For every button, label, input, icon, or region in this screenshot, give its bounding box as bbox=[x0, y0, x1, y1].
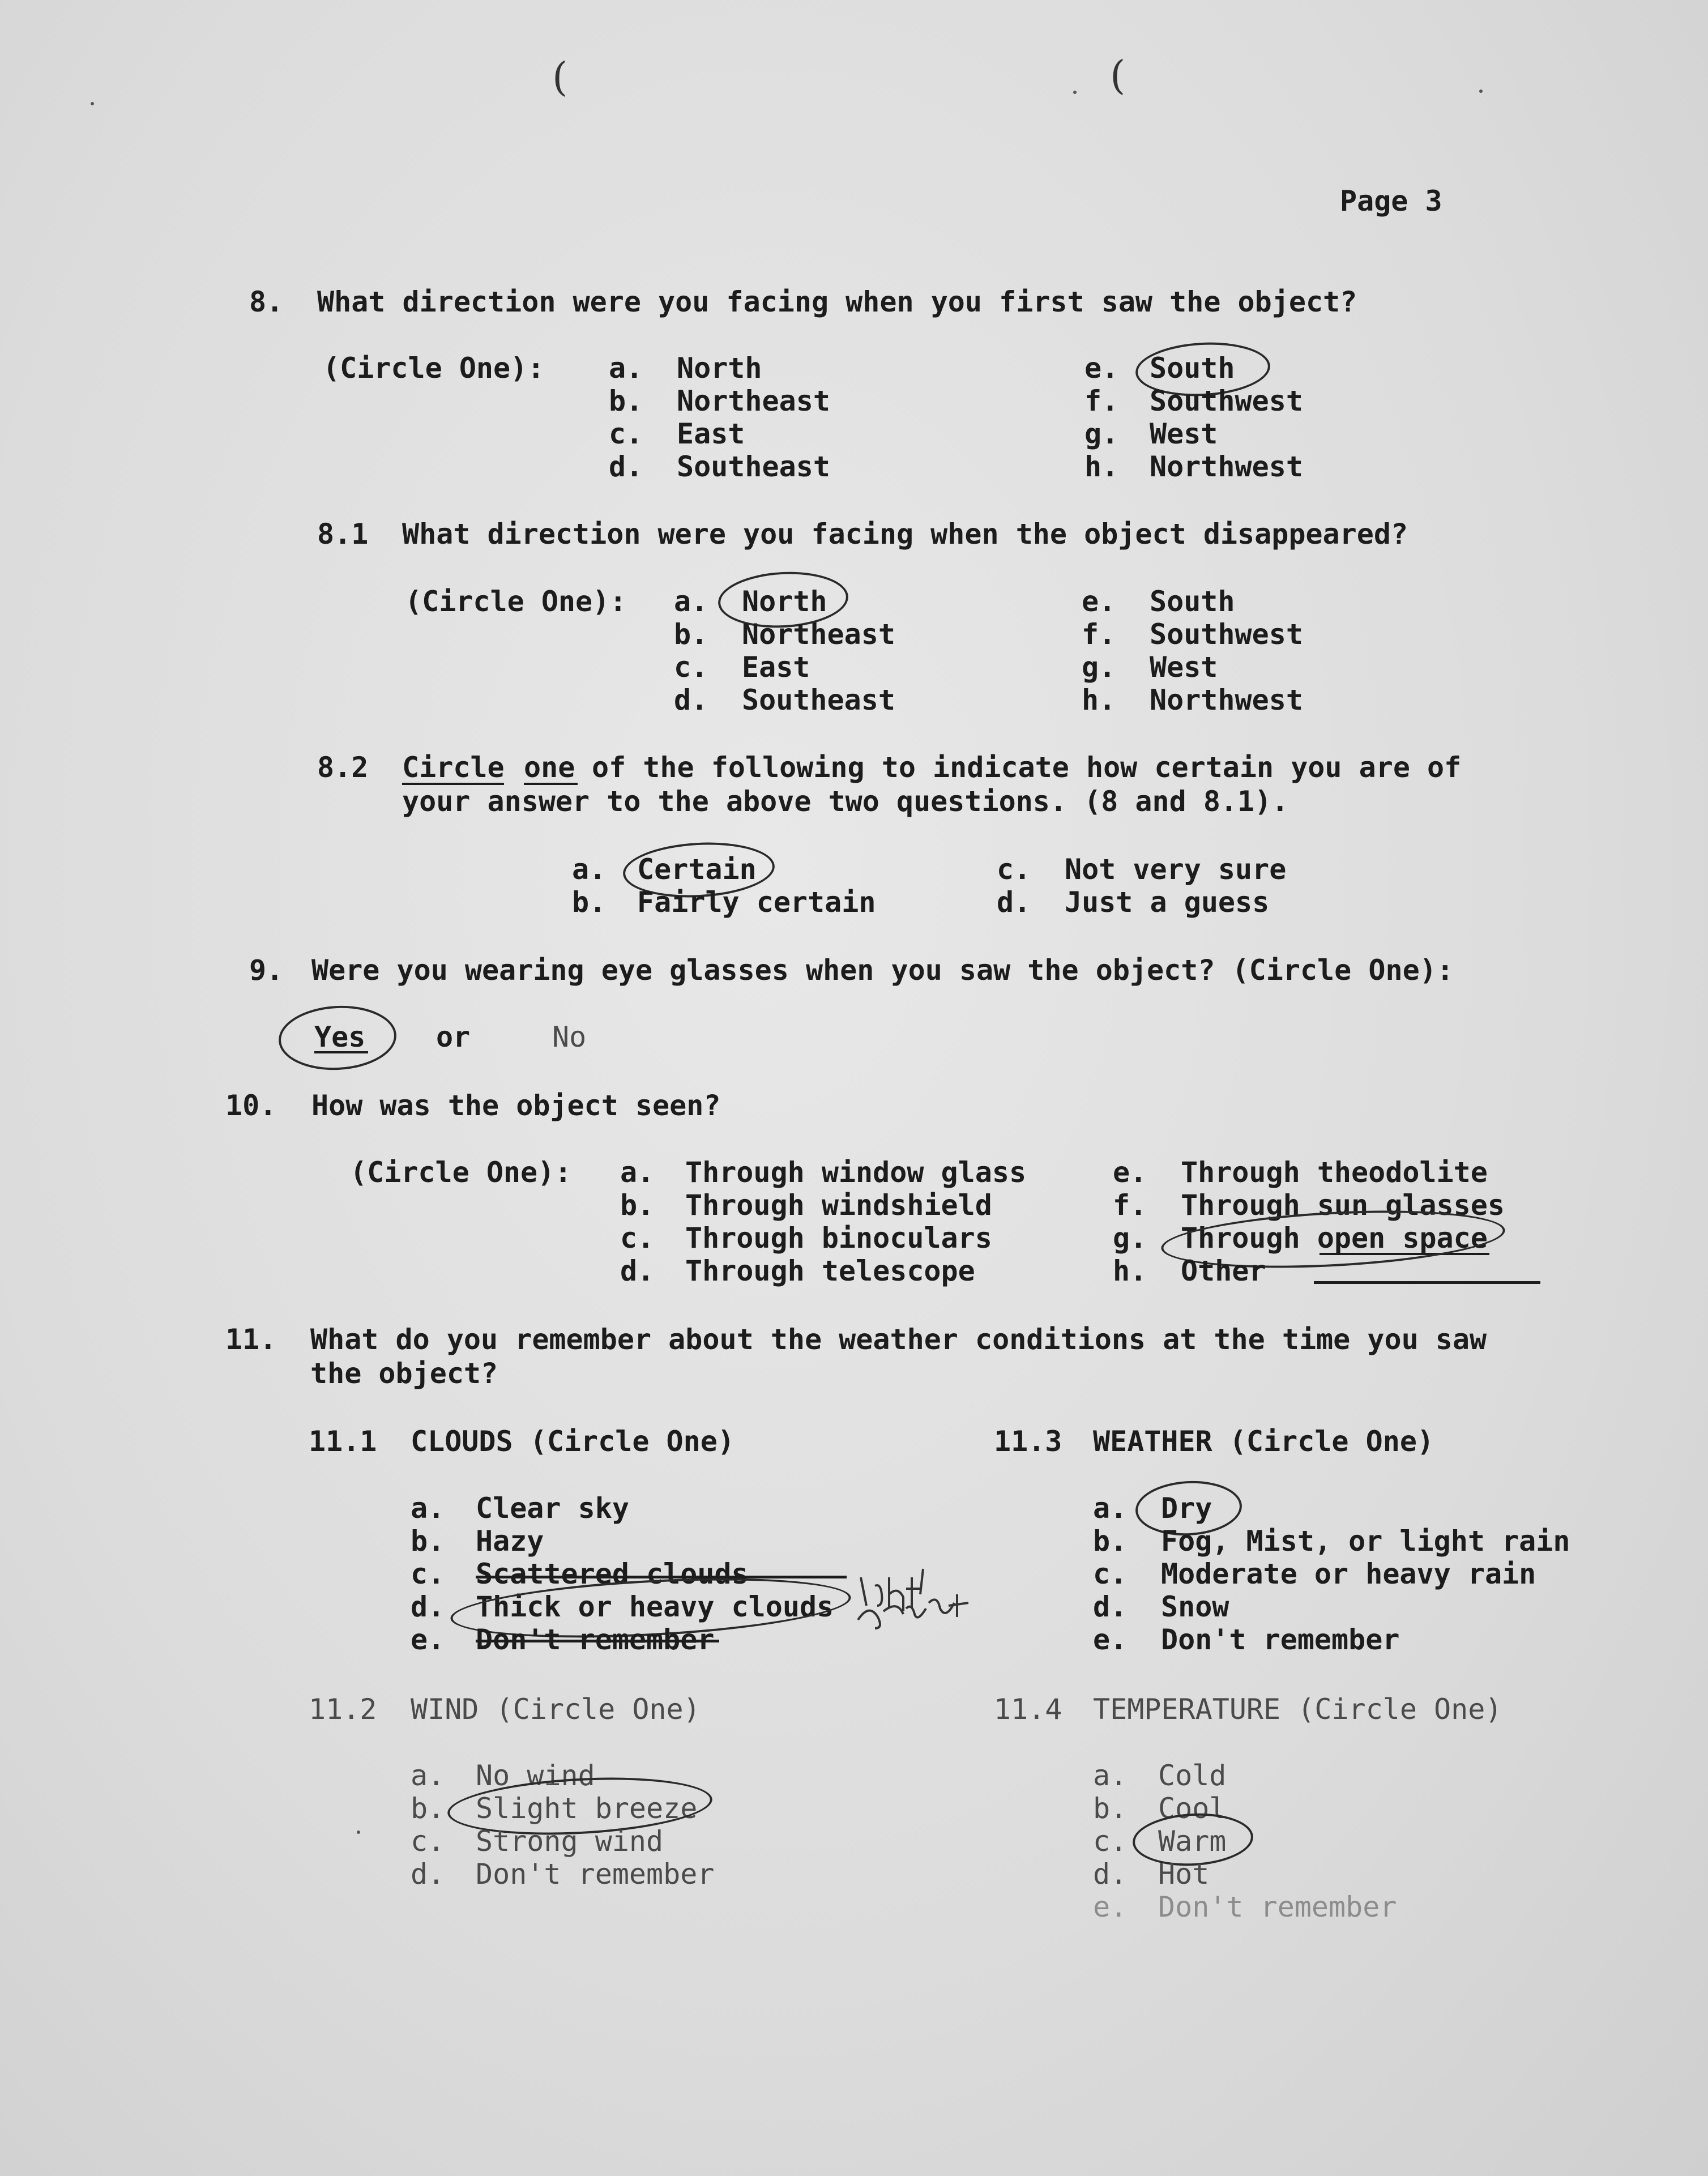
q11-1-option-scattered[interactable]: Scattered clouds bbox=[476, 1558, 749, 1590]
q11-1-option-dont-remember[interactable]: Don't remember bbox=[476, 1623, 715, 1656]
q11-3-option-letter: d. bbox=[1093, 1590, 1128, 1623]
q10-option-letter: c. bbox=[620, 1222, 655, 1255]
q8-1-option-letter: g. bbox=[1082, 651, 1116, 684]
q11-4-option-warm[interactable]: Warm bbox=[1158, 1825, 1227, 1858]
q10-option-telescope[interactable]: Through telescope bbox=[685, 1255, 975, 1287]
q8-option-southwest[interactable]: Southwest bbox=[1150, 385, 1303, 417]
q11-3-option-dry[interactable]: Dry bbox=[1161, 1492, 1212, 1525]
q8-1-option-southwest[interactable]: Southwest bbox=[1150, 618, 1303, 651]
q11-3-option-letter: e. bbox=[1093, 1623, 1128, 1656]
q9-selection-circle bbox=[277, 1003, 398, 1073]
q11-3-option-letter: b. bbox=[1093, 1525, 1128, 1558]
q8-option-south[interactable]: South bbox=[1150, 352, 1235, 385]
q10-option-letter: f. bbox=[1113, 1189, 1147, 1222]
stray-mark-2: ( bbox=[1110, 52, 1126, 99]
q11-2-option-slight-breeze[interactable]: Slight breeze bbox=[476, 1792, 698, 1825]
q10-option-letter: h. bbox=[1113, 1255, 1147, 1287]
q11-3-option-letter: a. bbox=[1093, 1492, 1128, 1525]
q8-option-letter: g. bbox=[1084, 417, 1119, 450]
q9-option-yes[interactable]: Yes bbox=[314, 1021, 366, 1053]
q8-2-number: 8.2 bbox=[317, 751, 369, 784]
q8-option-letter: c. bbox=[609, 417, 643, 450]
q11-2-title: WIND (Circle One) bbox=[411, 1693, 701, 1726]
q8-1-option-letter: h. bbox=[1082, 684, 1116, 716]
q8-2-option-letter: b. bbox=[572, 886, 607, 919]
q11-4-option-hot[interactable]: Hot bbox=[1158, 1858, 1210, 1891]
stray-mark-1: ( bbox=[552, 54, 568, 100]
q11-2-option-letter: a. bbox=[411, 1759, 445, 1792]
q11-1-option-letter: a. bbox=[411, 1492, 445, 1525]
q9-question: Were you wearing eye glasses when you saw the object? (Circle One): bbox=[311, 954, 1454, 987]
q11-4-option-cold[interactable]: Cold bbox=[1158, 1759, 1227, 1792]
handwritten-note-scribble bbox=[849, 1555, 1019, 1640]
q8-1-question: What direction were you facing when the object disappeared? bbox=[402, 518, 1408, 551]
q8-option-north[interactable]: North bbox=[677, 352, 762, 385]
q8-1-option-west[interactable]: West bbox=[1150, 651, 1218, 684]
q11-3-option-moderate-rain[interactable]: Moderate or heavy rain bbox=[1161, 1558, 1536, 1590]
q10-question: How was the object seen? bbox=[311, 1089, 721, 1122]
q8-option-letter: d. bbox=[609, 450, 643, 483]
q11-3-option-dont-remember[interactable]: Don't remember bbox=[1161, 1623, 1400, 1656]
q8-2-option-fairly-certain[interactable]: Fairly certain bbox=[637, 886, 876, 919]
q11-1-strikethrough bbox=[476, 1576, 847, 1578]
q10-other-blank[interactable] bbox=[1314, 1281, 1540, 1284]
q11-1-option-letter: c. bbox=[411, 1558, 445, 1590]
q11-2-option-letter: c. bbox=[411, 1825, 445, 1858]
scan-speck bbox=[91, 102, 94, 105]
q11-1-strikethrough bbox=[476, 1640, 719, 1642]
q11-4-title: TEMPERATURE (Circle One) bbox=[1093, 1693, 1502, 1726]
q10-option-binoculars[interactable]: Through binoculars bbox=[685, 1222, 992, 1255]
q8-option-northwest[interactable]: Northwest bbox=[1150, 450, 1303, 483]
scan-speck bbox=[357, 1831, 360, 1834]
q11-4-option-letter: c. bbox=[1093, 1825, 1128, 1858]
q11-3-option-snow[interactable]: Snow bbox=[1161, 1590, 1229, 1623]
q8-1-option-letter: c. bbox=[674, 651, 708, 684]
q11-1-option-clear-sky[interactable]: Clear sky bbox=[476, 1492, 629, 1525]
q8-option-northeast[interactable]: Northeast bbox=[677, 385, 830, 417]
q11-3-title: WEATHER (Circle One) bbox=[1093, 1425, 1434, 1458]
q11-4-option-letter: d. bbox=[1093, 1858, 1128, 1891]
q8-option-west[interactable]: West bbox=[1150, 417, 1218, 450]
q11-2-option-no-wind[interactable]: No wind bbox=[476, 1759, 595, 1792]
q8-option-letter: a. bbox=[609, 352, 643, 385]
q11-4-option-letter: e. bbox=[1093, 1891, 1128, 1923]
q11-2-number: 11.2 bbox=[309, 1693, 377, 1726]
q8-option-east[interactable]: East bbox=[677, 417, 745, 450]
q8-1-number: 8.1 bbox=[317, 518, 369, 551]
q10-instruction: (Circle One): bbox=[350, 1156, 572, 1189]
q8-1-option-east[interactable]: East bbox=[742, 651, 810, 684]
q11-1-option-thick-clouds[interactable]: Thick or heavy clouds bbox=[476, 1590, 834, 1623]
q11-2-option-letter: b. bbox=[411, 1792, 445, 1825]
q8-option-letter: f. bbox=[1084, 385, 1119, 417]
q8-2-option-just-a-guess[interactable]: Just a guess bbox=[1065, 886, 1270, 919]
q11-1-title: CLOUDS (Circle One) bbox=[411, 1425, 735, 1458]
q11-1-option-letter: d. bbox=[411, 1590, 445, 1623]
q10-option-open-space[interactable]: Through open space bbox=[1181, 1222, 1488, 1255]
q8-2-option-letter: c. bbox=[997, 853, 1031, 886]
q8-question: What direction were you facing when you first saw the object? bbox=[317, 285, 1357, 318]
q11-question-line1: What do you remember about the weather conditions at the time you saw bbox=[310, 1323, 1487, 1356]
q8-option-letter: b. bbox=[609, 385, 643, 417]
q8-option-southeast[interactable]: Southeast bbox=[677, 450, 830, 483]
q11-3-option-letter: c. bbox=[1093, 1558, 1128, 1590]
q10-option-windshield[interactable]: Through windshield bbox=[685, 1189, 992, 1222]
q9-or: or bbox=[436, 1021, 471, 1053]
q11-4-number: 11.4 bbox=[994, 1693, 1062, 1726]
q8-1-option-letter: d. bbox=[674, 684, 708, 716]
q10-option-letter: b. bbox=[620, 1189, 655, 1222]
q8-1-option-letter: b. bbox=[674, 618, 708, 651]
q11-3-number: 11.3 bbox=[994, 1425, 1062, 1458]
q11-1-option-letter: e. bbox=[411, 1623, 445, 1656]
q8-1-option-letter: e. bbox=[1082, 585, 1116, 618]
q8-2-circle-word: Circle bbox=[402, 751, 505, 784]
q10-option-other[interactable]: Other bbox=[1181, 1255, 1266, 1287]
q11-3-option-fog[interactable]: Fog, Mist, or light rain bbox=[1161, 1525, 1570, 1558]
q8-1-option-letter: a. bbox=[674, 585, 708, 618]
q8-1-option-south[interactable]: South bbox=[1150, 585, 1235, 618]
q8-1-option-southeast[interactable]: Southeast bbox=[742, 684, 895, 716]
q8-1-option-letter: f. bbox=[1082, 618, 1116, 651]
q11-number: 11. bbox=[225, 1323, 277, 1356]
q8-2-option-letter: d. bbox=[997, 886, 1031, 919]
q11-2-option-letter: d. bbox=[411, 1858, 445, 1891]
q8-option-letter: e. bbox=[1084, 352, 1119, 385]
q10-option-window-glass[interactable]: Through window glass bbox=[685, 1156, 1027, 1189]
q10-number: 10. bbox=[225, 1089, 277, 1122]
q8-number: 8. bbox=[249, 285, 284, 318]
q10-option-letter: d. bbox=[620, 1255, 655, 1287]
q8-2-option-letter: a. bbox=[572, 853, 607, 886]
page-label: Page 3 bbox=[1340, 185, 1442, 217]
q8-2-option-not-very-sure[interactable]: Not very sure bbox=[1065, 853, 1287, 886]
q9-number: 9. bbox=[249, 954, 284, 987]
scan-speck bbox=[1073, 91, 1077, 94]
q10-option-theodolite[interactable]: Through theodolite bbox=[1181, 1156, 1488, 1189]
q8-2-line1: of the following to indicate how certain you are of bbox=[592, 751, 1462, 784]
q8-option-letter: h. bbox=[1084, 450, 1119, 483]
q8-2-one-word: one bbox=[524, 751, 575, 784]
q10-option-letter: e. bbox=[1113, 1156, 1147, 1189]
scan-speck bbox=[1479, 89, 1483, 93]
q11-2-option-strong-wind[interactable]: Strong wind bbox=[476, 1825, 664, 1858]
q11-1-number: 11.1 bbox=[309, 1425, 377, 1458]
q10-option-sun-glasses[interactable]: Through sun glasses bbox=[1181, 1189, 1505, 1222]
q8-instruction: (Circle One): bbox=[323, 352, 545, 385]
q8-1-instruction: (Circle One): bbox=[405, 585, 627, 618]
q11-1-option-letter: b. bbox=[411, 1525, 445, 1558]
q11-question-line2: the object? bbox=[310, 1357, 498, 1390]
q8-1-option-north[interactable]: North bbox=[742, 585, 827, 618]
q10-option-letter: g. bbox=[1113, 1222, 1147, 1255]
q11-4-option-cool[interactable]: Cool bbox=[1158, 1792, 1227, 1825]
q8-2-option-certain[interactable]: Certain bbox=[637, 853, 757, 886]
q8-2-line2: your answer to the above two questions. (8 and 8.1). bbox=[402, 785, 1289, 818]
q11-4-option-letter: b. bbox=[1093, 1792, 1128, 1825]
q11-4-option-letter: a. bbox=[1093, 1759, 1128, 1792]
q10-option-letter: a. bbox=[620, 1156, 655, 1189]
handwritten-note-text bbox=[1699, 0, 1700, 1]
q11-1-option-hazy[interactable]: Hazy bbox=[476, 1525, 544, 1558]
q8-1-option-northwest[interactable]: Northwest bbox=[1150, 684, 1303, 716]
q8-1-option-northeast[interactable]: Northeast bbox=[742, 618, 895, 651]
q11-4-option-dont-remember[interactable]: Don't remember bbox=[1158, 1891, 1397, 1923]
q11-2-option-dont-remember[interactable]: Don't remember bbox=[476, 1858, 715, 1891]
q9-option-no[interactable]: No bbox=[552, 1021, 587, 1053]
